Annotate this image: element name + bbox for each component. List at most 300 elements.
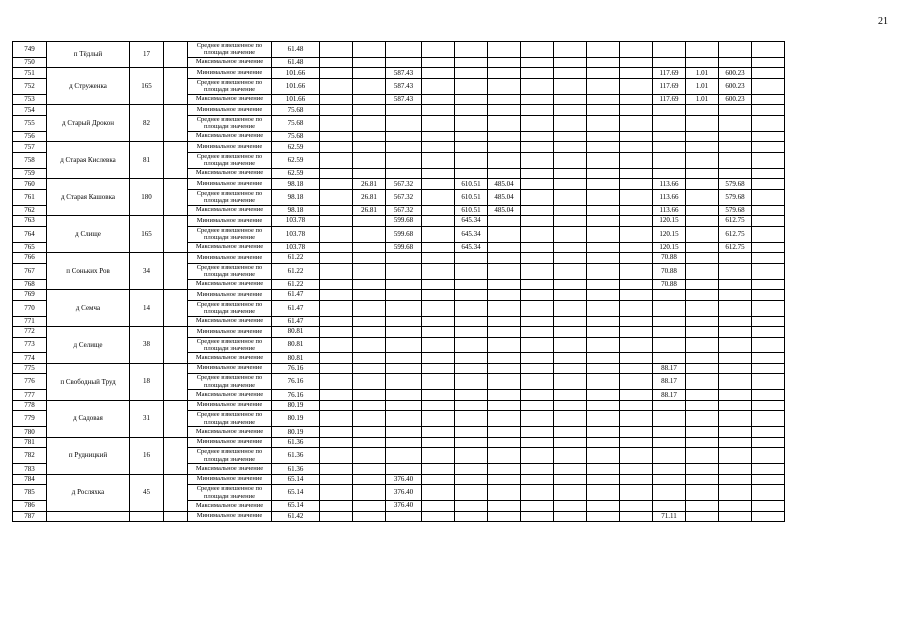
value-cell: [521, 189, 554, 205]
settlement-name: д Старая Кашовка: [47, 179, 130, 216]
value-cell: [686, 189, 719, 205]
value-cell: [320, 464, 353, 475]
value-cell: [320, 327, 353, 338]
value-cell: [653, 400, 686, 411]
value-cell: [752, 131, 785, 142]
stat-label: Минимальное значение: [188, 400, 272, 411]
stat-label: Среднее взвешенное по площади значение: [188, 115, 272, 131]
value-cell: [620, 189, 653, 205]
value-cell: 71.11: [653, 511, 686, 522]
value-cell: [719, 300, 752, 316]
value-cell: 101.66: [272, 68, 320, 79]
value-cell: [620, 353, 653, 364]
value-cell: [719, 316, 752, 327]
value-cell: [320, 337, 353, 353]
value-cell: 70.88: [653, 279, 686, 290]
stat-label: Максимальное значение: [188, 279, 272, 290]
value-cell: [521, 168, 554, 179]
value-cell: [422, 363, 455, 374]
value-cell: [320, 353, 353, 364]
value-cell: [554, 427, 587, 438]
value-cell: [455, 327, 488, 338]
value-cell: [455, 68, 488, 79]
value-cell: [653, 464, 686, 475]
value-cell: [353, 279, 386, 290]
value-cell: [455, 437, 488, 448]
value-cell: [521, 205, 554, 216]
value-cell: 61.22: [272, 279, 320, 290]
value-cell: [554, 316, 587, 327]
stat-label: Минимальное значение: [188, 327, 272, 338]
value-cell: [554, 216, 587, 227]
value-cell: [455, 464, 488, 475]
value-cell: [353, 68, 386, 79]
row-number: 757: [13, 142, 47, 153]
value-cell: [719, 448, 752, 464]
value-cell: [455, 363, 488, 374]
value-cell: [719, 131, 752, 142]
value-cell: [488, 216, 521, 227]
value-cell: [752, 390, 785, 401]
value-cell: [719, 115, 752, 131]
table-row: [13, 68, 785, 79]
value-cell: [686, 337, 719, 353]
value-cell: [554, 300, 587, 316]
stat-label: Среднее взвешенное по площади значение: [188, 263, 272, 279]
value-cell: [752, 337, 785, 353]
value-cell: 65.14: [272, 485, 320, 501]
row-number: 783: [13, 464, 47, 475]
value-cell: [521, 226, 554, 242]
value-cell: [455, 300, 488, 316]
value-cell: [353, 501, 386, 512]
value-cell: [488, 437, 521, 448]
value-cell: 98.18: [272, 179, 320, 190]
value-cell: 612.75: [719, 242, 752, 253]
stat-label: Максимальное значение: [188, 131, 272, 142]
value-cell: 80.81: [272, 337, 320, 353]
value-cell: 61.42: [272, 511, 320, 522]
value-cell: [320, 189, 353, 205]
value-cell: [422, 78, 455, 94]
value-cell: [719, 42, 752, 58]
value-cell: [422, 464, 455, 475]
value-cell: 75.68: [272, 131, 320, 142]
value-cell: 88.17: [653, 363, 686, 374]
value-cell: 612.75: [719, 216, 752, 227]
value-cell: [521, 363, 554, 374]
value-cell: [386, 411, 422, 427]
value-cell: 61.36: [272, 437, 320, 448]
value-cell: [620, 511, 653, 522]
value-cell: [554, 253, 587, 264]
value-cell: [719, 142, 752, 153]
value-cell: 61.47: [272, 300, 320, 316]
value-cell: [422, 131, 455, 142]
value-cell: [386, 427, 422, 438]
value-cell: [719, 374, 752, 390]
value-cell: [587, 263, 620, 279]
empty-cell: [164, 363, 188, 400]
value-cell: [353, 437, 386, 448]
value-cell: [488, 290, 521, 301]
value-cell: 376.40: [386, 501, 422, 512]
value-cell: [320, 485, 353, 501]
value-cell: [320, 279, 353, 290]
value-cell: [686, 179, 719, 190]
row-number: 769: [13, 290, 47, 301]
value-cell: [320, 437, 353, 448]
stat-label: Максимальное значение: [188, 242, 272, 253]
value-cell: [686, 448, 719, 464]
value-cell: 120.15: [653, 216, 686, 227]
value-cell: [386, 290, 422, 301]
value-cell: 62.59: [272, 152, 320, 168]
row-number: 766: [13, 253, 47, 264]
value-cell: [455, 94, 488, 105]
value-cell: [719, 464, 752, 475]
value-cell: 600.23: [719, 78, 752, 94]
value-cell: [719, 152, 752, 168]
table-row: [13, 437, 785, 448]
value-cell: [455, 511, 488, 522]
row-number: 749: [13, 42, 47, 58]
value-cell: [653, 105, 686, 116]
value-cell: [521, 316, 554, 327]
value-cell: [686, 411, 719, 427]
value-cell: [488, 142, 521, 153]
value-cell: [353, 226, 386, 242]
value-cell: 567.32: [386, 205, 422, 216]
value-cell: [422, 501, 455, 512]
value-cell: [422, 390, 455, 401]
value-cell: [587, 57, 620, 68]
value-cell: [320, 57, 353, 68]
value-cell: [752, 57, 785, 68]
value-cell: 113.66: [653, 179, 686, 190]
value-cell: [422, 253, 455, 264]
value-cell: 610.51: [455, 189, 488, 205]
value-cell: [554, 474, 587, 485]
settlement-count: 81: [130, 142, 164, 179]
value-cell: [752, 189, 785, 205]
value-cell: [521, 501, 554, 512]
value-cell: [488, 474, 521, 485]
value-cell: 587.43: [386, 94, 422, 105]
value-cell: [488, 152, 521, 168]
value-cell: [386, 42, 422, 58]
value-cell: [554, 142, 587, 153]
value-cell: 65.14: [272, 474, 320, 485]
value-cell: [422, 411, 455, 427]
value-cell: [521, 131, 554, 142]
value-cell: [521, 57, 554, 68]
value-cell: [686, 42, 719, 58]
value-cell: [587, 105, 620, 116]
value-cell: [488, 279, 521, 290]
row-number: 784: [13, 474, 47, 485]
value-cell: [455, 390, 488, 401]
value-cell: 376.40: [386, 485, 422, 501]
value-cell: [422, 94, 455, 105]
row-number: 761: [13, 189, 47, 205]
value-cell: [620, 263, 653, 279]
value-cell: 587.43: [386, 68, 422, 79]
settlement-count: 14: [130, 290, 164, 327]
row-number: 786: [13, 501, 47, 512]
value-cell: [620, 327, 653, 338]
empty-cell: [164, 216, 188, 253]
value-cell: [320, 68, 353, 79]
value-cell: [686, 216, 719, 227]
value-cell: [752, 485, 785, 501]
value-cell: [521, 485, 554, 501]
value-cell: [488, 300, 521, 316]
value-cell: 645.34: [455, 216, 488, 227]
value-cell: [620, 485, 653, 501]
value-cell: [455, 253, 488, 264]
value-cell: [353, 363, 386, 374]
value-cell: [587, 68, 620, 79]
value-cell: 62.59: [272, 142, 320, 153]
value-cell: [386, 437, 422, 448]
value-cell: 62.59: [272, 168, 320, 179]
value-cell: [521, 411, 554, 427]
value-cell: [353, 57, 386, 68]
settlement-name: п Рудницкий: [47, 437, 130, 474]
value-cell: 80.19: [272, 427, 320, 438]
value-cell: [521, 374, 554, 390]
row-number: 781: [13, 437, 47, 448]
stat-label: Минимальное значение: [188, 253, 272, 264]
value-cell: 1.01: [686, 94, 719, 105]
value-cell: [752, 374, 785, 390]
value-cell: [521, 474, 554, 485]
settlement-name: д Старый Дрокон: [47, 105, 130, 142]
value-cell: [554, 68, 587, 79]
value-cell: [320, 501, 353, 512]
table-row: [13, 474, 785, 485]
value-cell: 26.81: [353, 179, 386, 190]
value-cell: [422, 242, 455, 253]
value-cell: [587, 94, 620, 105]
value-cell: [587, 189, 620, 205]
value-cell: [320, 168, 353, 179]
value-cell: [587, 501, 620, 512]
stat-label: Минимальное значение: [188, 179, 272, 190]
value-cell: 61.47: [272, 316, 320, 327]
value-cell: [752, 68, 785, 79]
value-cell: [521, 78, 554, 94]
value-cell: [353, 374, 386, 390]
value-cell: [386, 363, 422, 374]
row-number: 764: [13, 226, 47, 242]
table-row: [13, 142, 785, 153]
value-cell: [353, 511, 386, 522]
value-cell: [521, 511, 554, 522]
value-cell: 485.04: [488, 179, 521, 190]
value-cell: [752, 316, 785, 327]
stat-label: Максимальное значение: [188, 168, 272, 179]
value-cell: [554, 374, 587, 390]
stat-label: Среднее взвешенное по площади значение: [188, 337, 272, 353]
value-cell: [386, 168, 422, 179]
value-cell: [554, 363, 587, 374]
row-number: 759: [13, 168, 47, 179]
value-cell: [587, 427, 620, 438]
stat-label: Максимальное значение: [188, 57, 272, 68]
stat-label: Среднее взвешенное по площади значение: [188, 42, 272, 58]
value-cell: [386, 448, 422, 464]
value-cell: [554, 400, 587, 411]
value-cell: [386, 263, 422, 279]
value-cell: [554, 179, 587, 190]
value-cell: 599.68: [386, 226, 422, 242]
value-cell: [521, 300, 554, 316]
value-cell: [620, 474, 653, 485]
value-cell: [653, 337, 686, 353]
value-cell: [620, 94, 653, 105]
value-cell: [422, 205, 455, 216]
value-cell: [554, 327, 587, 338]
value-cell: [752, 290, 785, 301]
value-cell: [752, 400, 785, 411]
value-cell: [488, 131, 521, 142]
settlement-name: д Слище: [47, 216, 130, 253]
value-cell: 376.40: [386, 474, 422, 485]
settlement-count: 165: [130, 216, 164, 253]
value-cell: 61.22: [272, 253, 320, 264]
value-cell: [752, 353, 785, 364]
value-cell: [488, 411, 521, 427]
value-cell: 61.48: [272, 42, 320, 58]
value-cell: [653, 290, 686, 301]
table-row: [13, 511, 785, 522]
value-cell: 61.48: [272, 57, 320, 68]
value-cell: [686, 363, 719, 374]
value-cell: [386, 316, 422, 327]
value-cell: [752, 105, 785, 116]
value-cell: [620, 115, 653, 131]
value-cell: [488, 374, 521, 390]
value-cell: [752, 179, 785, 190]
value-cell: [554, 115, 587, 131]
value-cell: [320, 448, 353, 464]
stat-label: Среднее взвешенное по площади значение: [188, 485, 272, 501]
empty-cell: [164, 68, 188, 105]
value-cell: 76.16: [272, 390, 320, 401]
value-cell: [752, 94, 785, 105]
value-cell: [422, 216, 455, 227]
value-cell: [488, 68, 521, 79]
value-cell: [653, 474, 686, 485]
table-row: [13, 400, 785, 411]
value-cell: 567.32: [386, 189, 422, 205]
value-cell: [620, 337, 653, 353]
value-cell: [455, 131, 488, 142]
value-cell: 113.66: [653, 189, 686, 205]
stat-label: Среднее взвешенное по площади значение: [188, 448, 272, 464]
value-cell: 612.75: [719, 226, 752, 242]
value-cell: [386, 511, 422, 522]
value-cell: [752, 448, 785, 464]
value-cell: [554, 131, 587, 142]
value-cell: [752, 437, 785, 448]
value-cell: [587, 337, 620, 353]
value-cell: [320, 427, 353, 438]
row-number: 763: [13, 216, 47, 227]
value-cell: [653, 316, 686, 327]
value-cell: 485.04: [488, 189, 521, 205]
row-number: 768: [13, 279, 47, 290]
value-cell: [455, 168, 488, 179]
value-cell: [653, 327, 686, 338]
value-cell: [752, 300, 785, 316]
value-cell: [422, 152, 455, 168]
value-cell: [719, 290, 752, 301]
value-cell: [320, 374, 353, 390]
value-cell: [653, 411, 686, 427]
settlement-count: 31: [130, 400, 164, 437]
value-cell: [653, 485, 686, 501]
settlement-count: 16: [130, 437, 164, 474]
value-cell: [587, 400, 620, 411]
value-cell: [521, 242, 554, 253]
value-cell: 61.22: [272, 263, 320, 279]
value-cell: [752, 115, 785, 131]
value-cell: [422, 290, 455, 301]
settlement-name: д Семча: [47, 290, 130, 327]
value-cell: 120.15: [653, 242, 686, 253]
value-cell: [719, 390, 752, 401]
value-cell: [455, 279, 488, 290]
value-cell: [353, 327, 386, 338]
value-cell: [686, 300, 719, 316]
value-cell: [320, 115, 353, 131]
value-cell: 76.16: [272, 363, 320, 374]
value-cell: [587, 390, 620, 401]
value-cell: [320, 179, 353, 190]
value-cell: [719, 168, 752, 179]
value-cell: [455, 353, 488, 364]
value-cell: [320, 511, 353, 522]
value-cell: [686, 57, 719, 68]
value-cell: 61.47: [272, 290, 320, 301]
value-cell: [620, 142, 653, 153]
stat-label: Максимальное значение: [188, 353, 272, 364]
value-cell: [488, 253, 521, 264]
value-cell: [488, 168, 521, 179]
value-cell: [620, 363, 653, 374]
value-cell: [752, 205, 785, 216]
value-cell: [422, 115, 455, 131]
value-cell: [320, 253, 353, 264]
value-cell: [320, 474, 353, 485]
value-cell: [521, 68, 554, 79]
value-cell: [455, 115, 488, 131]
value-cell: [386, 353, 422, 364]
empty-cell: [164, 105, 188, 142]
value-cell: [752, 78, 785, 94]
value-cell: [587, 115, 620, 131]
value-cell: [521, 105, 554, 116]
value-cell: [686, 290, 719, 301]
value-cell: [455, 142, 488, 153]
value-cell: [686, 242, 719, 253]
value-cell: [620, 226, 653, 242]
value-cell: [353, 464, 386, 475]
value-cell: [620, 374, 653, 390]
